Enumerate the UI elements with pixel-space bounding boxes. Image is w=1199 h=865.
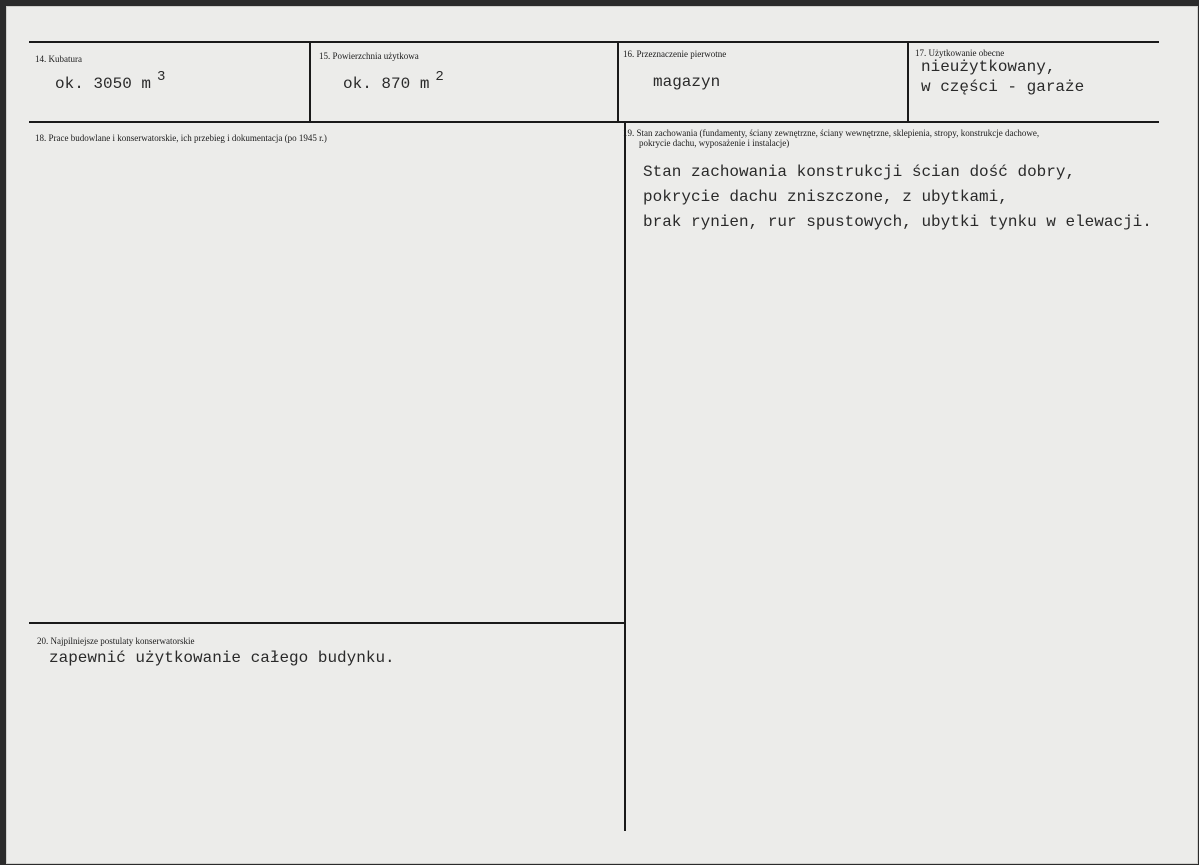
field19-label-line-2: pokrycie dachu, wyposażenie i instalacje): [639, 138, 790, 148]
field17-label: 17. Użytkowanie obecne: [915, 48, 1005, 58]
inventory-card: [6, 6, 1198, 864]
field16-label: 16. Przeznaczenie pierwotne: [623, 49, 727, 59]
field18-label: 18. Prace budowlane i konserwatorskie, ich przebieg i dokumentacja (po 1945 r.): [35, 133, 327, 143]
field19-line-2: pokrycie dachu zniszczone, z ubytkami,: [643, 188, 1008, 206]
field15-value: [343, 71, 444, 98]
field19-line-1: Stan zachowania konstrukcji ścian dość dobry,: [643, 163, 1076, 181]
field20-value: zapewnić użytkowanie całego budynku.: [49, 649, 395, 667]
field15-text: ok. 870 m: [343, 75, 430, 93]
field14-value: [55, 71, 165, 98]
field16-value: magazyn: [653, 73, 721, 91]
row1-bottom-rule: [29, 121, 1159, 123]
divider-15-16: [617, 41, 619, 123]
field19-line-3: brak rynien, rur spustowych, ubytki tynku w elewacji.: [643, 213, 1152, 231]
divider-16-17: [907, 41, 909, 123]
field14-superscript: 3: [157, 69, 166, 85]
field17-line-1: nieużytkowany,: [921, 58, 1056, 76]
field14-text: ok. 3050 m: [55, 75, 152, 93]
top-rule: [29, 41, 1159, 43]
divider-18-19: [624, 121, 626, 831]
field17-line-2: w części - garaże: [921, 78, 1085, 96]
field20-label: 20. Najpilniejsze postulaty konserwatorskie: [37, 636, 195, 646]
field15-label: 15. Powierzchnia użytkowa: [319, 51, 419, 61]
field20-top-rule: [29, 622, 625, 624]
field19-label-line-1: 19. Stan zachowania (fundamenty, ściany zewnętrzne, ściany wewnętrzne, sklepienia, stropy, konstrukcje dachowe,: [623, 128, 1040, 138]
field15-superscript: 2: [435, 69, 444, 85]
field14-label: 14. Kubatura: [35, 54, 82, 64]
divider-14-15: [309, 41, 311, 123]
